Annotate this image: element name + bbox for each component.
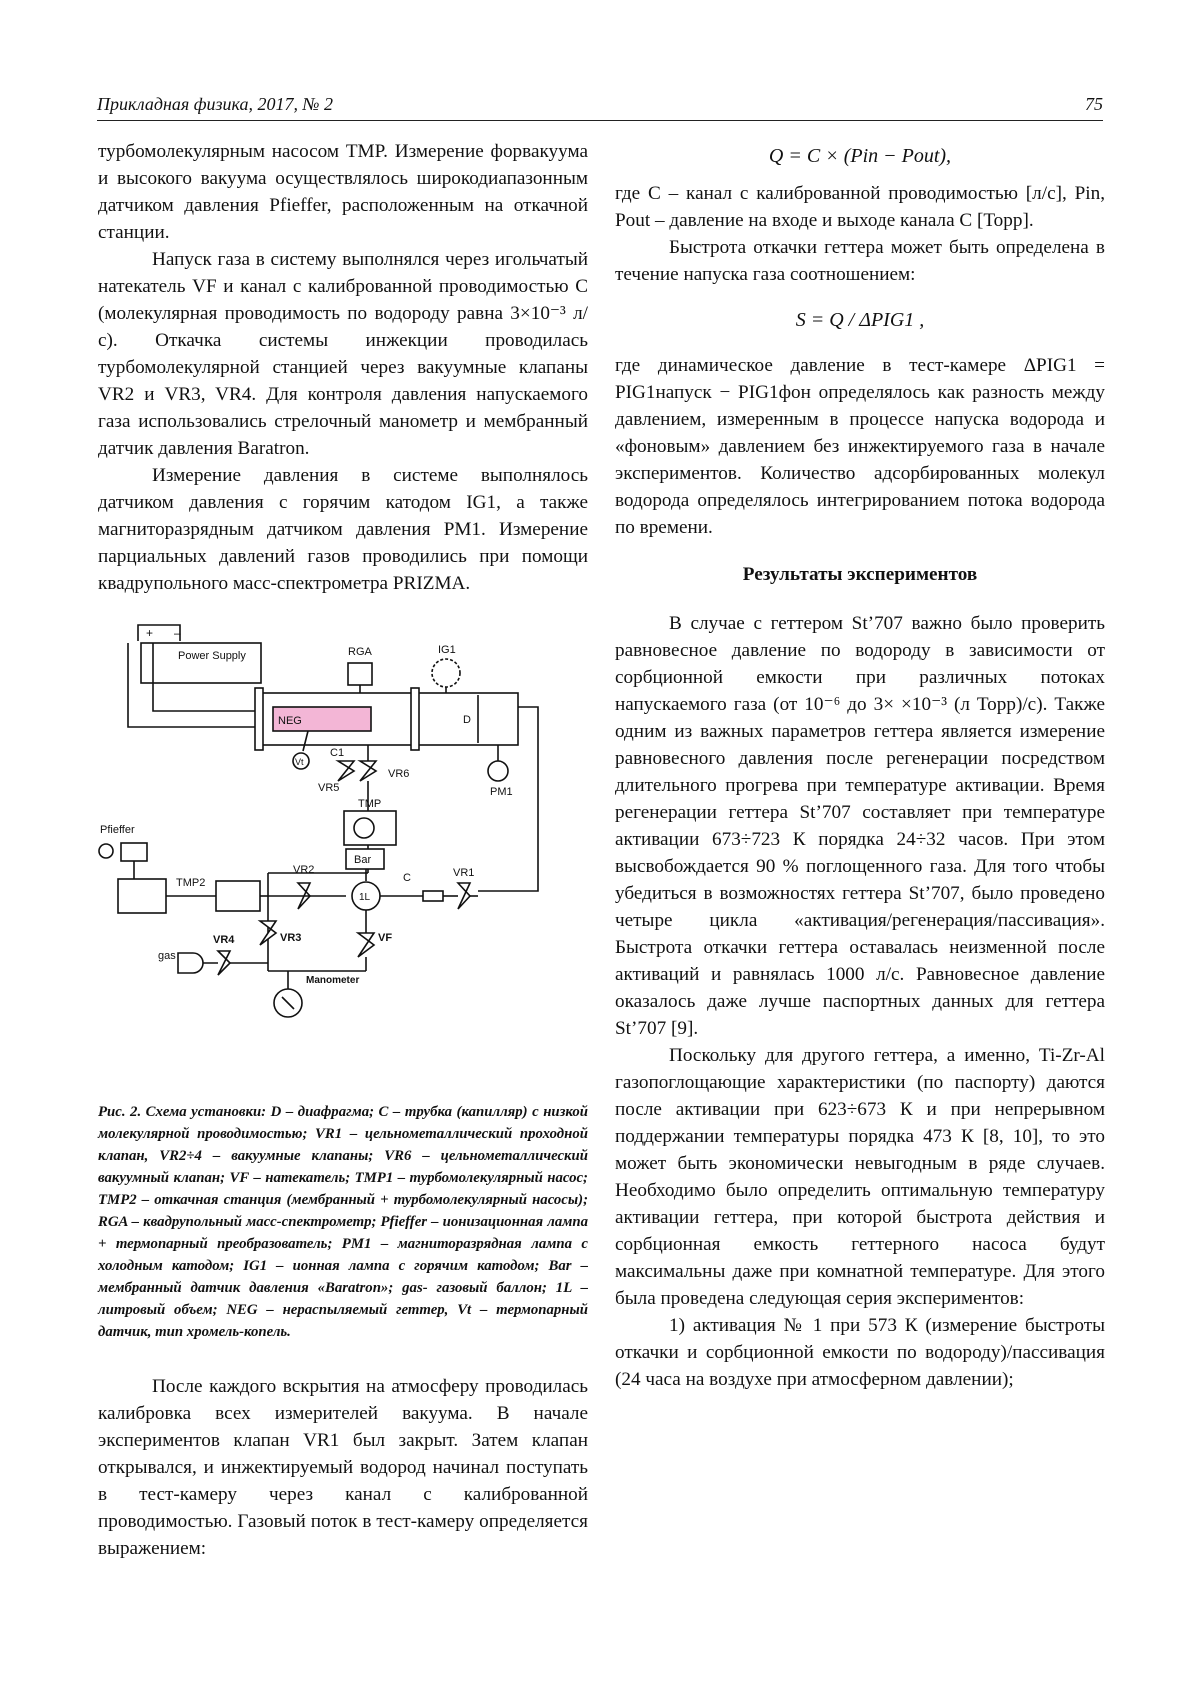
paragraph: Поскольку для другого геттера, а именно, Ti-Zr-Al газопоглощающие характеристики (по паспорту) даются после активации при 623÷673 К и при непрерывном поддержании температуры порядка 473 К [8, 10], то это может быть экономически невыгодным в ряде случаев. Необходимо было определить оптимальную температуру активации геттера, при которой быстрота действия и сорбционная емкость геттерного насоса будут максимальны даже при комнатной температуре. Для этого была проведена следующая серия экспериментов: [615, 1045, 1105, 1309]
pfieffer-gauge-1 [99, 844, 113, 858]
pfieffer-label: Pfieffer [100, 824, 135, 836]
power-supply-label: Power Supply [178, 650, 246, 662]
vr2-label: VR2 [293, 864, 315, 876]
paragraph: После каждого вскрытия на атмосферу проводилась калибровка всех измерителей вакуума. В начале экспериментов клапан VR1 был закрыт. Затем клапан открывался, и инжектируемый водород начинал поступать в тест-камеру через канал с калиброванной проводимостью. Газовый поток в тест-камеру определяется выражением: [98, 1376, 588, 1559]
pfieffer-gauge-2 [121, 843, 147, 861]
capillary-c [423, 891, 443, 901]
page-header [97, 92, 1103, 121]
ig1-label: IG1 [438, 644, 456, 656]
flange-left [255, 688, 263, 750]
pm1-label: PM1 [490, 786, 513, 798]
tmp2-pump [216, 881, 260, 911]
minus-sign: – [174, 626, 181, 640]
left-column [98, 138, 588, 1562]
pm1-gauge [488, 761, 508, 781]
vf-label: VF [378, 932, 393, 944]
journal-title: Прикладная физика, 2017, № 2 [97, 94, 333, 114]
plus-sign: + [146, 626, 154, 640]
right-column [615, 138, 1105, 1393]
vr4-valve [218, 951, 230, 975]
tmp-label: TMP [358, 798, 382, 810]
flange-right [411, 688, 419, 750]
formula-s: S = Q / ΔPIG1 , [795, 309, 925, 331]
section-title: Результаты экспериментов [742, 564, 978, 585]
paragraph: где C – канал с калиброванной проводимостью [л/с], Pin, Pout – давление на входе и выходе канала C [Торр]. [615, 183, 1105, 231]
rga-box [348, 663, 372, 685]
manometer-label: Manometer [306, 975, 360, 986]
vr1-valve [458, 883, 470, 909]
figure-caption: Рис. 2. Схема установки: D – диафрагма; C – трубка (капилляр) с низкой молекулярной проводимостью; VR1 – цельнометаллический проходной клапан, VR2÷4 – вакуумные клапаны; VR6 – цельнометаллический вакуумный клапан; VF – натекатель; TMP1 – турбомолекулярный насос; TMP2 – откачная станция (мембранный + турбомолекулярный насосы); RGA – квадрупольный масс-спектрометр; Pfieffer – ионизационная лампа + термопарный преобразователь; PM1 – магниторазрядная лампа с холодным катодом; IG1 – ионная лампа с горячим катодом; Bar – мембранный датчик давления «Baratron»; gas- газовый баллон; 1L –литровый объем; NEG – нераспыляемый геттер, Vt – термопарный датчик, тип хромель-копель. [98, 1104, 588, 1340]
gas-label: gas [158, 950, 176, 962]
ig1-gauge [432, 659, 460, 687]
vr3-label: VR3 [280, 932, 302, 944]
vr6-label: VR6 [388, 768, 410, 780]
neg-label: NEG [278, 715, 302, 727]
vt-label: Vt [295, 757, 304, 767]
tmp2-label: TMP2 [176, 877, 206, 889]
tmp2-box [118, 879, 166, 913]
list-item: 1) активация № 1 при 573 К (измерение быстроты откачки и сорбционной емкости по водороду)/пассивация (24 часа на воздухе при атмосферном давлении); [615, 1315, 1105, 1390]
c1-label: C1 [330, 747, 345, 759]
gas-cylinder [178, 953, 203, 973]
setup-diagram [98, 611, 588, 1091]
paragraph: турбомолекулярным насосом TMP. Измерение форвакуума и высокого вакуума осуществлялось широкодиапазонным датчиком давления Pfieffer, расположенным на откачной станции. [98, 141, 588, 243]
bar-label: Bar [354, 854, 372, 866]
paragraph: где динамическое давление в тест-камере ΔPIG1 = PIG1напуск − PIG1фон определялось как разность между давлением, измеренным в процессе напуска водорода и «фоновым» давлением без инжектируемого газа в начале экспериментов. Количество адсорбированных молекул водорода определялось интегрированием потока водорода по времени. [615, 355, 1105, 538]
vr6-valve [360, 761, 376, 781]
vr5-valve [338, 761, 354, 781]
page-number: 75 [1085, 94, 1103, 114]
vr1-label: VR1 [453, 867, 475, 879]
paragraph: В случае с геттером St’707 важно было проверить равновесное давление по водороду в зависимости от сорбционной емкости при различных потоках напускаемого газа (от 10⁻⁶ до 3× ×10⁻³ (л Торр)/с). Также одним из важных параметров геттера является измерение равновесного давления после регенерации посредством длительного прогрева при температуре активации. Время регенерации геттера St’707 составляет при температуре активации 673÷723 К порядка 24÷32 часов. При этом высвобождается 90 % поглощенного газа. Для того чтобы убедиться в возможностях геттера St’707, было проведено четыре цикла «активация/регенерация/пассивация». Быстрота откачки геттера оставалась неизменной после активаций и равнялась 1000 л/с. Равновесное давление оказалось даже лучше паспортных данных для геттера St’707 [9]. [615, 613, 1105, 1039]
diaphragm-label: D [463, 714, 471, 726]
vr4-label: VR4 [213, 934, 235, 946]
rga-label: RGA [348, 646, 372, 658]
paragraph: Напуск газа в систему выполнялся через игольчатый натекатель VF и канал с калиброванной проводимостью C (молекулярная проводимость по водороду равна 3×10⁻³ л/с). Откачка системы инжекции проводилась турбомолекулярной станцией через вакуумные клапаны VR2 и VR3, VR4. Для контроля давления напускаемого газа использовались стрелочный манометр и мембранный датчик давления Baratron. [98, 249, 588, 459]
vr5-label: VR5 [318, 782, 340, 794]
formula-q: Q = C × (Pin − Pout), [768, 145, 952, 167]
power-supply-box [141, 643, 261, 683]
vf-valve [358, 933, 374, 957]
paragraph: Измерение давления в системе выполнялось датчиком давления с горячим катодом IG1, а также магниторазрядным датчиком давления PM1. Измерение парциальных давлений газов проводились при помощи квадрупольного масс-спектрометра PRIZMA. [98, 465, 588, 594]
one-liter-label: 1L [359, 892, 371, 903]
c-label: C [403, 872, 411, 884]
paragraph: Быстрота откачки геттера может быть определена в течение напуска газа соотношением: [615, 237, 1105, 285]
